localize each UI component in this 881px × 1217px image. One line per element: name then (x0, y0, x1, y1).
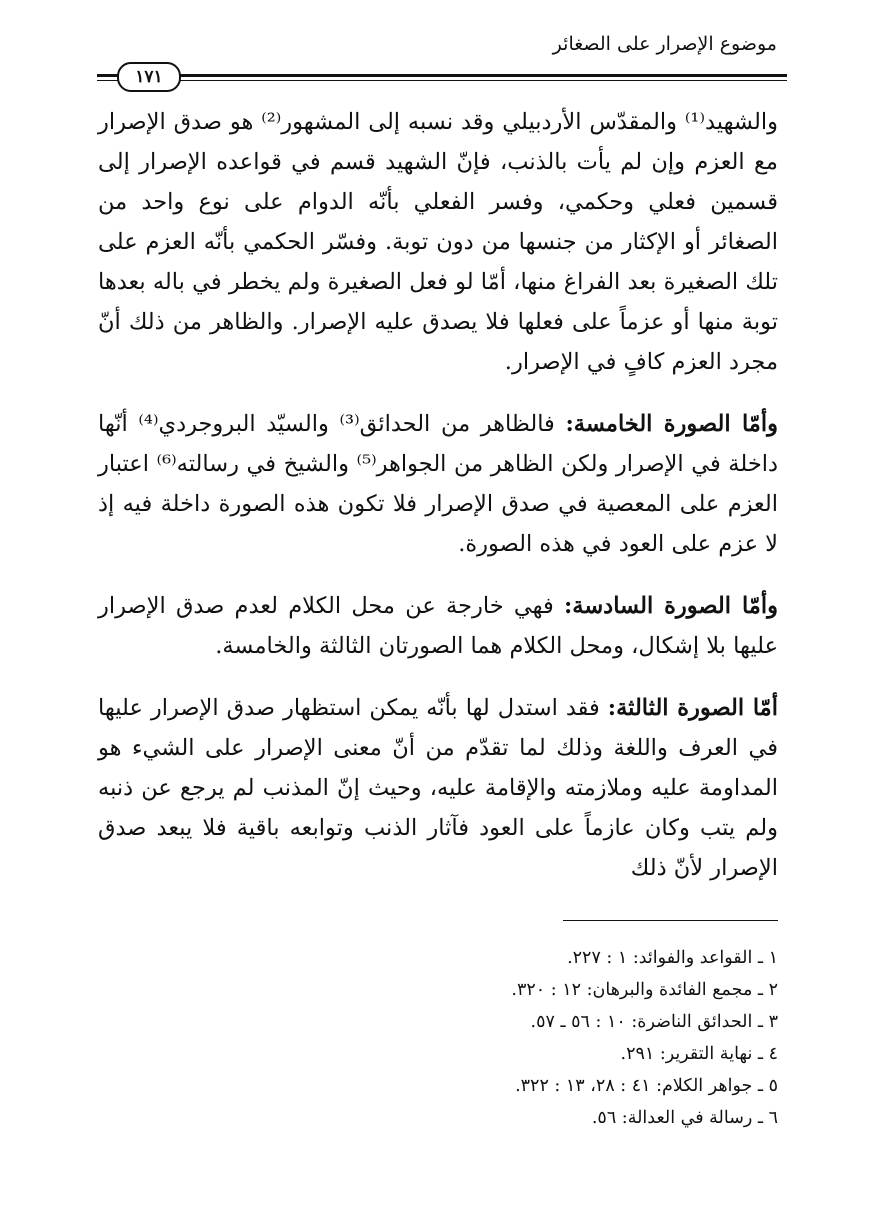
paragraph-3-lead: وأمّا الصورة السادسة: (563, 593, 778, 619)
paragraph-3-text: فهي خارجة عن محل الكلام لعدم صدق الإصرار عليها بلا إشكال، ومحل الكلام هما الصورتان الثالثة والخامسة. (98, 593, 778, 659)
paragraph-2-lead: وأمّا الصورة الخامسة: (565, 411, 778, 437)
paragraph-1 (98, 102, 778, 382)
page-number: ١٧١ (117, 62, 181, 92)
footnote-1: ١ ـ القواعد والفوائد: ١ : ٢٢٧. (567, 948, 778, 968)
paragraph-4-text: فقد استدل لها بأنّه يمكن استظهار صدق الإصرار عليها في العرف واللغة وذلك لما تقدّم من أنّ معنى الإصرار على الشيء هو المداومة عليه وملازمته والإقامة عليه، وحيث إنّ المذنب لم يرجع عن ذنبه ولم يتب وكان عازماً على العود فآثار الذنب وتوابعه باقية فلا يبعد صدق الإصرار لأنّ ذلك (98, 695, 778, 881)
footnote-5: ٥ ـ جواهر الكلام: ٤١ : ٢٨، ١٣ : ٣٢٢. (515, 1076, 778, 1096)
header-rule-thin (97, 80, 787, 81)
footnote-3: ٣ ـ الحدائق الناضرة: ١٠ : ٥٦ ـ ٥٧. (530, 1012, 778, 1032)
header-rule (97, 60, 787, 90)
paragraph-2-text: فالظاهر من الحدائق⁽³⁾ والسيّد البروجردي⁽⁴⁾ أنّها داخلة في الإصرار ولكن الظاهر من الجواهر⁽⁵⁾ والشيخ في رسالته⁽⁶⁾ اعتبار العزم على المعصية في صدق الإصرار فلا تكون هذه الصورة داخلة فيه إذ لا عزم على العود في هذه الصورة. (98, 411, 778, 557)
paragraph-1-text: والشهيد⁽¹⁾ والمقدّس الأردبيلي وقد نسبه إلى المشهور⁽²⁾ هو صدق الإصرار مع العزم وإن لم يأت بالذنب، فإنّ الشهيد قسم في قواعده الإصرار إلى قسمين فعلي وحكمي، وفسر الفعلي بأنّه الدوام على نوع واحد من الصغائر أو الإكثار من جنسها من دون توبة. وفسّر الحكمي بأنّه العزم على تلك الصغيرة بعد الفراغ منها، أمّا لو فعل الصغيرة ولم يخطر في باله بعدها توبة منها أو عزماً على فعلها فلا يصدق عليه الإصرار. والظاهر من ذلك أنّ مجرد العزم كافٍ في الإصرار. (98, 109, 778, 375)
header-rule-thick (97, 74, 787, 77)
footnotes (358, 942, 778, 1134)
main-text (98, 102, 778, 910)
paragraph-4-lead: أمّا الصورة الثالثة: (607, 695, 778, 721)
running-title: موضوع الإصرار على الصغائر (552, 33, 777, 55)
footnote-4: ٤ ـ نهاية التقرير: ٢٩١. (620, 1044, 778, 1064)
paragraph-3 (98, 586, 778, 666)
paragraph-2 (98, 404, 778, 564)
paragraph-4 (98, 688, 778, 888)
footnote-2: ٢ ـ مجمع الفائدة والبرهان: ١٢ : ٣٢٠. (511, 980, 778, 1000)
footnote-separator (563, 920, 778, 921)
footnote-6: ٦ ـ رسالة في العدالة: ٥٦. (591, 1108, 778, 1128)
